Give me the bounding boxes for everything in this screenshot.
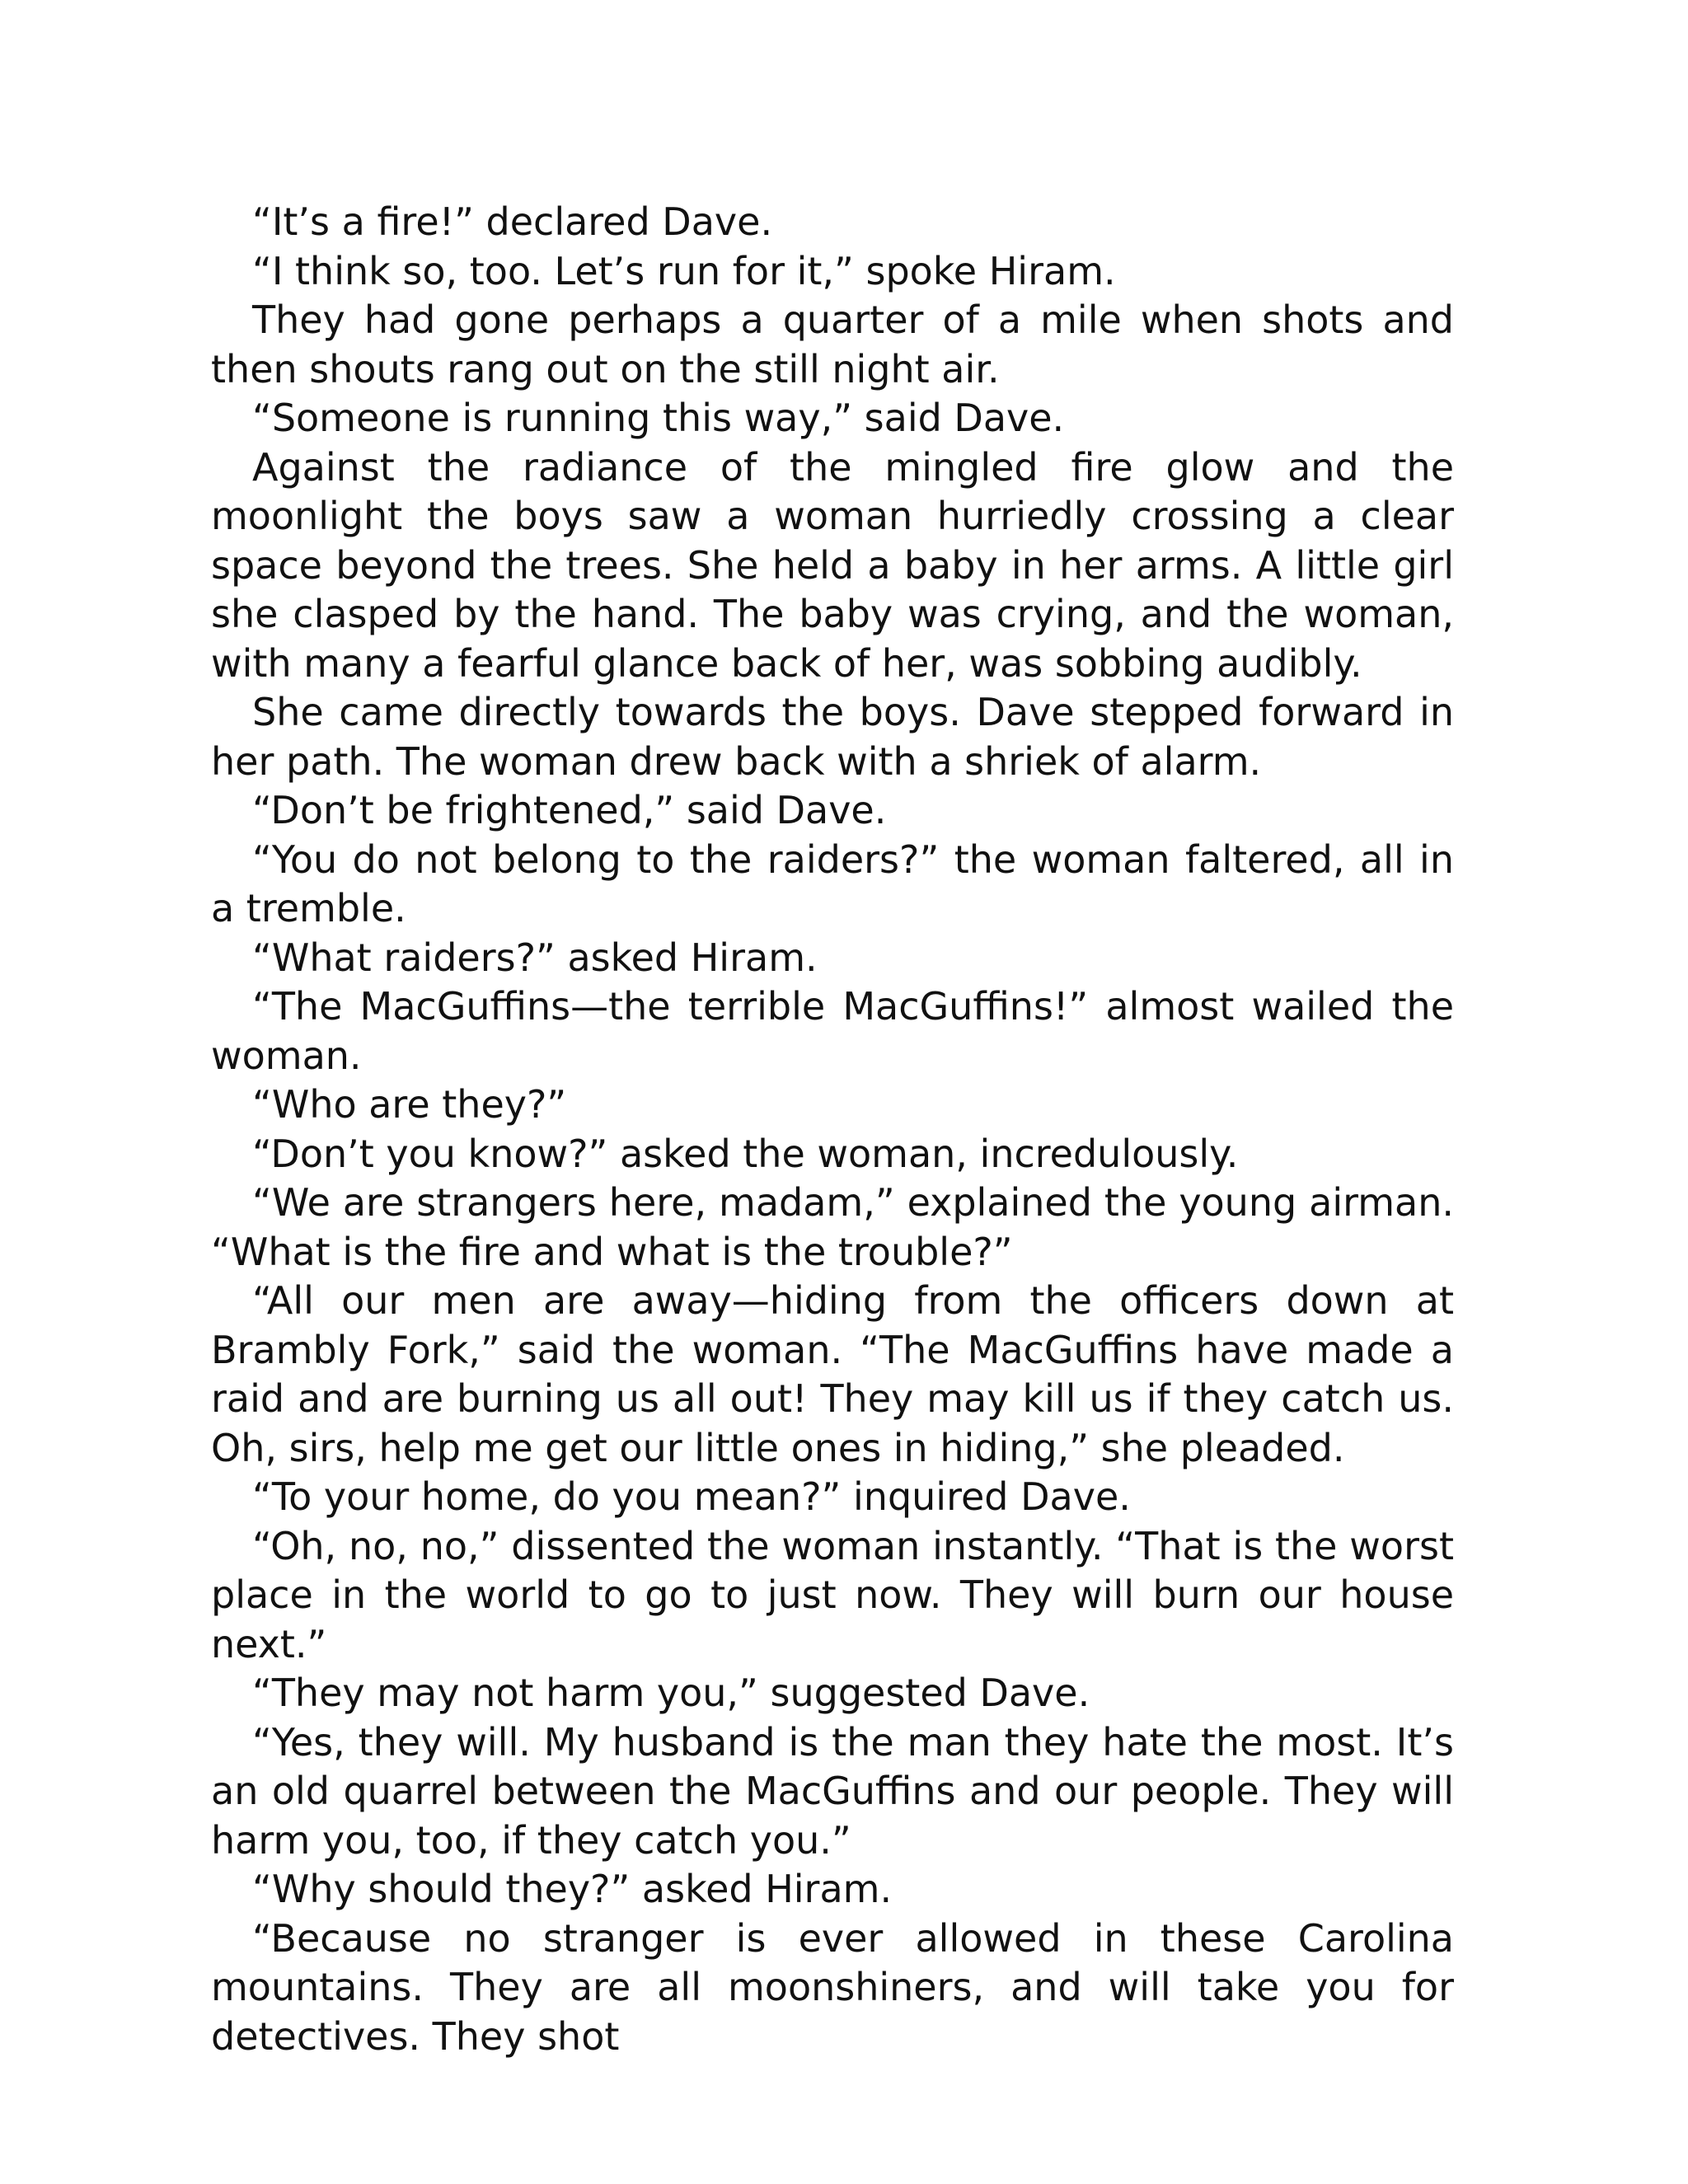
paragraph: “Oh, no, no,” dissented the woman instantly. “That is the worst place in the world to go to just now. They will burn our house next.” (211, 1523, 1454, 1666)
paragraph: “You do not belong to the raiders?” the woman faltered, all in a tremble. (211, 837, 1454, 930)
body-text (211, 198, 1454, 2061)
paragraph: “Who are they?” (252, 1082, 567, 1127)
paragraph: “I think so, too. Let’s run for it,” spoke Hiram. (252, 248, 1116, 293)
paragraph: “To your home, do you mean?” inquired Dave. (252, 1474, 1131, 1519)
paragraph: “Someone is running this way,” said Dave. (252, 396, 1065, 440)
paragraph: “It’s a fire!” declared Dave. (252, 199, 773, 244)
paragraph: Against the radiance of the mingled fire glow and the moonlight the boys saw a woman hurriedly crossing a clear space beyond the trees. She held a baby in her arms. A little girl she clasped by the hand. The baby was crying, and the woman, with many a fearful glance back of her, was sobbing audibly. (211, 444, 1454, 686)
paragraph: “Don’t be frightened,” said Dave. (252, 788, 887, 832)
paragraph: “All our men are away—hiding from the officers down at Brambly Fork,” said the woman. “The MacGuffins have made a raid and are burning us all out! They may kill us if they catch us. Oh, sirs, help me get our little ones in hiding,” she pleaded. (211, 1278, 1454, 1470)
paragraph: “They may not harm you,” suggested Dave. (252, 1671, 1090, 1715)
paragraph: “We are strangers here, madam,” explained the young airman. “What is the fire and what is the trouble?” (211, 1180, 1454, 1274)
paragraph: “What raiders?” asked Hiram. (252, 935, 818, 980)
paragraph: “Because no stranger is ever allowed in these Carolina mountains. They are all moonshiners, and will take you for detectives. They shot (211, 1915, 1454, 2059)
paragraph: They had gone perhaps a quarter of a mile when shots and then shouts rang out on the still night air. (211, 298, 1454, 391)
paragraph: “The MacGuffins—the terrible MacGuffins!” almost wailed the woman. (211, 984, 1454, 1078)
paragraph: “Don’t you know?” asked the woman, incredulously. (252, 1131, 1239, 1176)
paragraph: She came directly towards the boys. Dave stepped forward in her path. The woman drew back with a shriek of alarm. (211, 690, 1454, 784)
paragraph: “Why should they?” asked Hiram. (252, 1867, 893, 1911)
paragraph: “Yes, they will. My husband is the man they hate the most. It’s an old quarrel between the MacGuffins and our people. They will harm you, too, if they catch you.” (211, 1719, 1454, 1863)
